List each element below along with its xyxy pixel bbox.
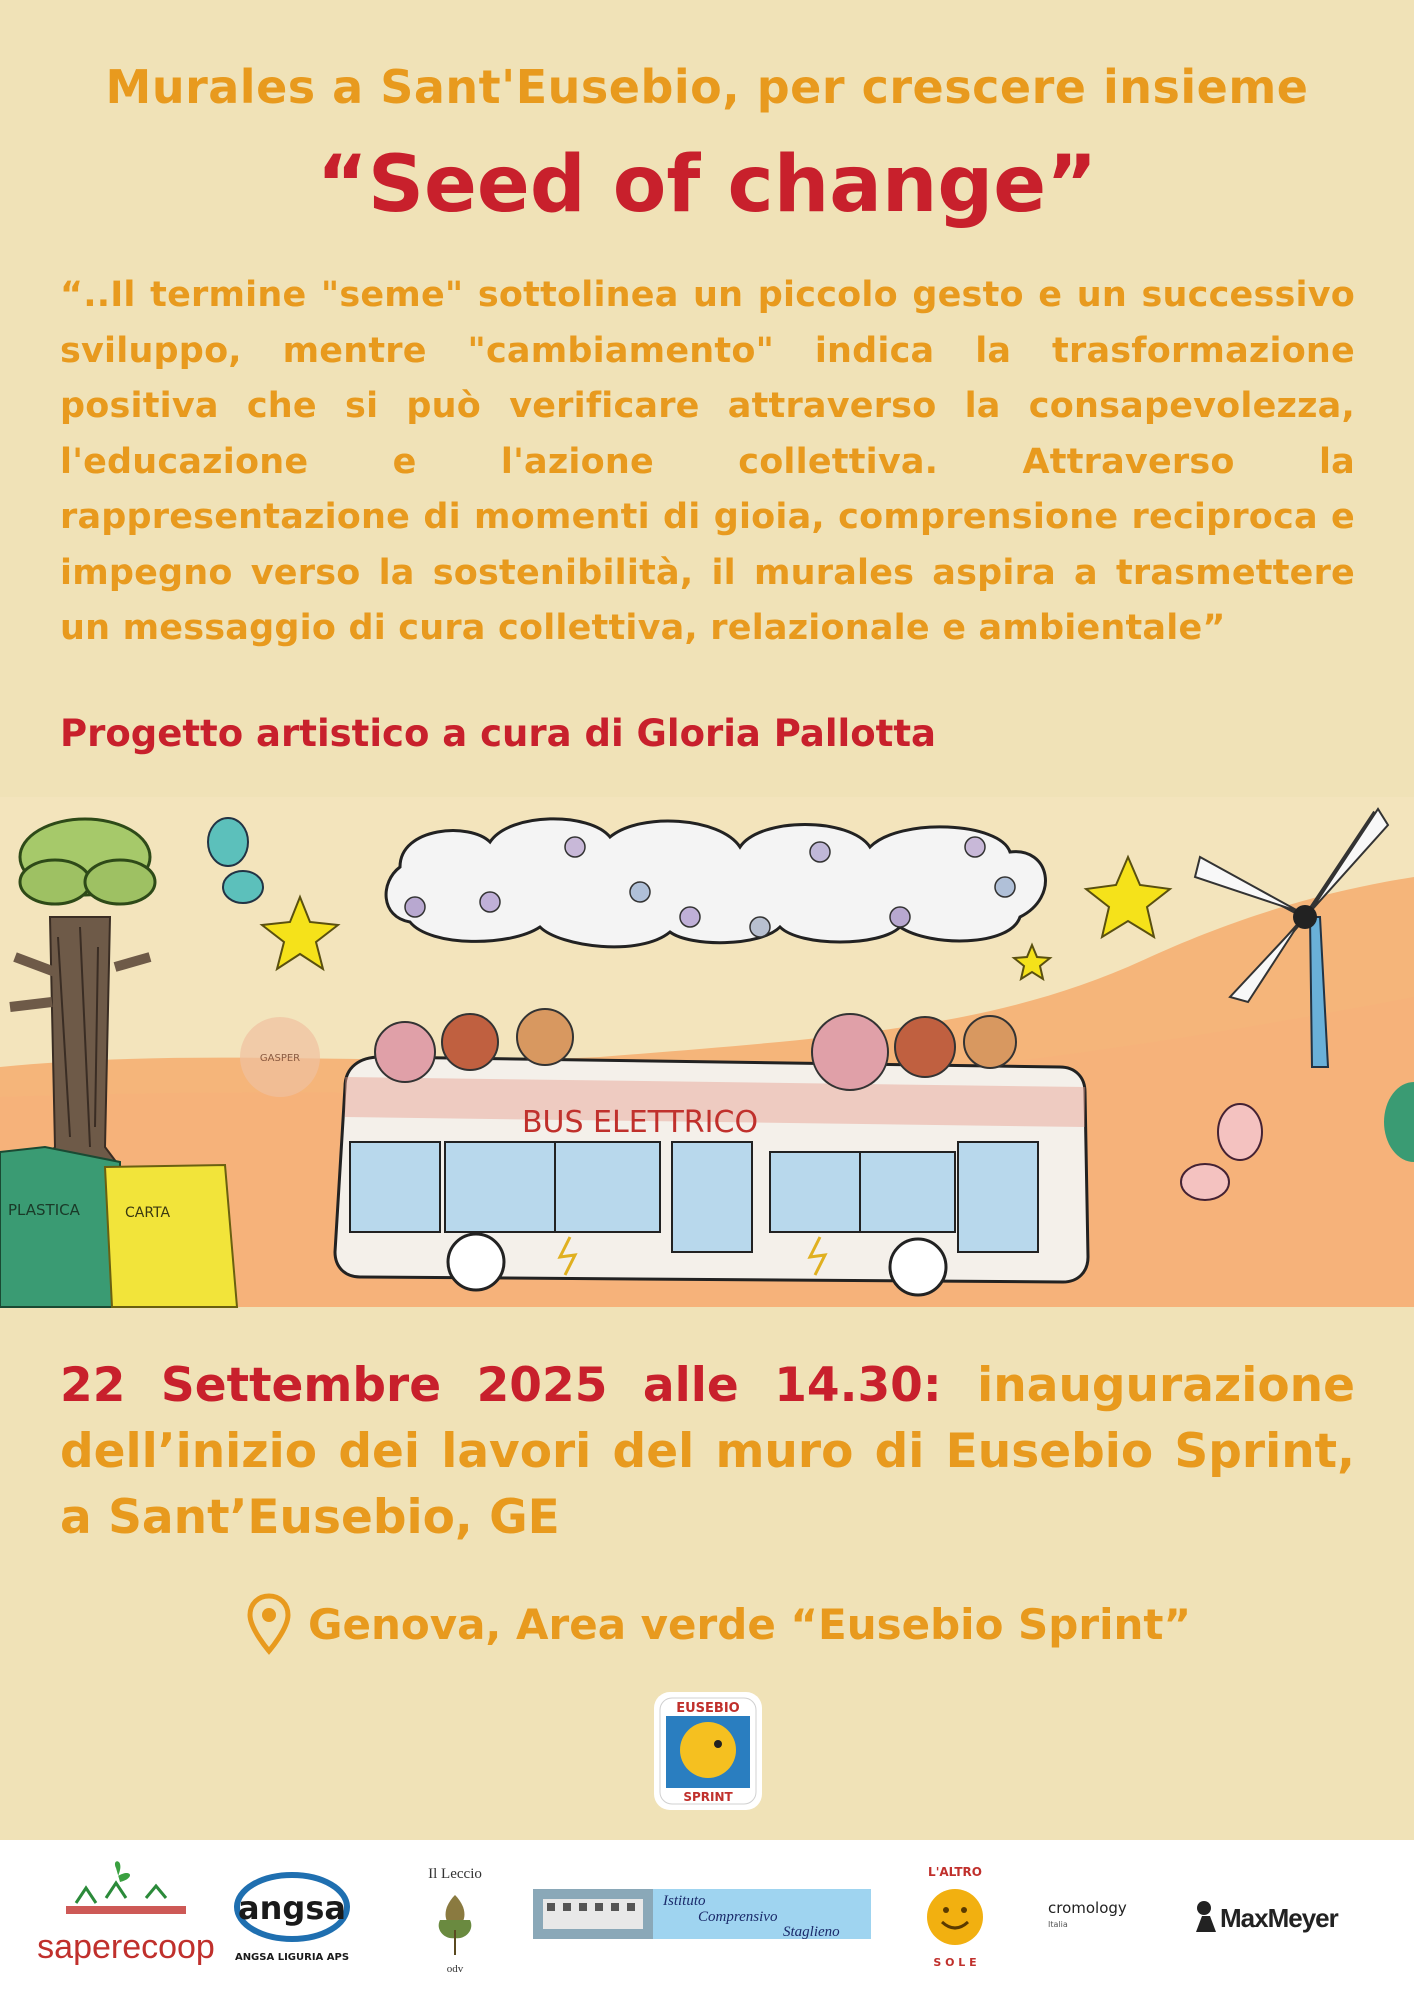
svg-text:CARTA: CARTA — [125, 1205, 171, 1221]
star — [262, 897, 338, 969]
bin-paper — [105, 1165, 237, 1307]
event-description: inaugurazione dell’inizio dei lavori del muro di Eusebio Sprint, a Sant’Eusebio, GE — [60, 1358, 1355, 1545]
mural-drawing — [0, 797, 1414, 1307]
il-leccio-logo — [410, 1860, 500, 1980]
event-date: 22 Settembre 2025 alle 14.30: — [60, 1358, 942, 1413]
svg-text:Italia: Italia — [1048, 1920, 1068, 1929]
svg-text:BUS ELETTRICO: BUS ELETTRICO — [521, 1105, 759, 1140]
svg-text:Comprensivo: Comprensivo — [698, 1909, 778, 1925]
sponsor-bar — [0, 1840, 1414, 2000]
bin-plastic — [0, 1147, 120, 1307]
maxmeyer-logo — [1190, 1892, 1350, 1942]
cromology-logo — [1040, 1895, 1160, 1935]
saperecoop-logo — [37, 1858, 215, 1978]
svg-text:Istituto: Istituto — [663, 1893, 706, 1909]
svg-text:PLASTICA: PLASTICA — [8, 1201, 80, 1219]
clouds — [386, 819, 1045, 947]
svg-text:EUSEBIO: EUSEBIO — [676, 1701, 740, 1716]
svg-text:angsa: angsa — [238, 1889, 346, 1927]
event-announcement — [60, 1353, 1355, 1551]
star — [1086, 857, 1170, 937]
event-location — [246, 1593, 1191, 1655]
svg-text:Il Leccio: Il Leccio — [428, 1866, 482, 1882]
svg-text:MaxMeyer: MaxMeyer — [1220, 1903, 1338, 1933]
svg-text:odv: odv — [446, 1963, 464, 1975]
star — [1014, 945, 1050, 979]
eusebio-sprint-logo — [654, 1692, 762, 1810]
svg-text:cromology: cromology — [1048, 1899, 1127, 1917]
project-quote: “..Il termine "seme" sottolinea un piccolo gesto e un successivo sviluppo, mentre "cambiamento" indica la trasformazione positiva che si può verificare attraverso la consapevolezza, l'educazione e l'azione collettiva. Attraverso la rappresentazione di momenti di gioia, comprensione reciproca e impegno verso la sostenibilità, il murales aspira a trasmettere un messaggio di cura collettiva, relazionale e ambientale” — [60, 275, 1355, 648]
svg-text:saperecoop: saperecoop — [37, 1928, 215, 1966]
svg-text:ANGSA LIGURIA APS: ANGSA LIGURIA APS — [234, 1952, 350, 1963]
location-text: Genova, Area verde “Eusebio Sprint” — [308, 1599, 1192, 1649]
svg-text:SPRINT: SPRINT — [683, 1790, 733, 1804]
location-pin-icon — [246, 1593, 292, 1655]
mural-drawing-svg — [0, 797, 1414, 1307]
svg-text:L'ALTRO: L'ALTRO — [928, 1865, 982, 1879]
svg-text:Staglieno: Staglieno — [783, 1924, 840, 1940]
istituto-staglieno-logo — [533, 1885, 873, 1945]
altro-sole-logo — [910, 1862, 1000, 1972]
poster-subtitle: Murales a Sant'Eusebio, per crescere insieme — [105, 60, 1309, 114]
artist-credit: Progetto artistico a cura di Gloria Pallotta — [60, 712, 936, 755]
angsa-logo — [230, 1862, 360, 1972]
svg-text:GASPER: GASPER — [259, 1053, 301, 1064]
poster-title: “Seed of change” — [316, 140, 1098, 230]
butterfly-blue — [208, 818, 263, 903]
svg-text:S O L E: S O L E — [933, 1956, 977, 1969]
tree-tag — [240, 1017, 320, 1097]
